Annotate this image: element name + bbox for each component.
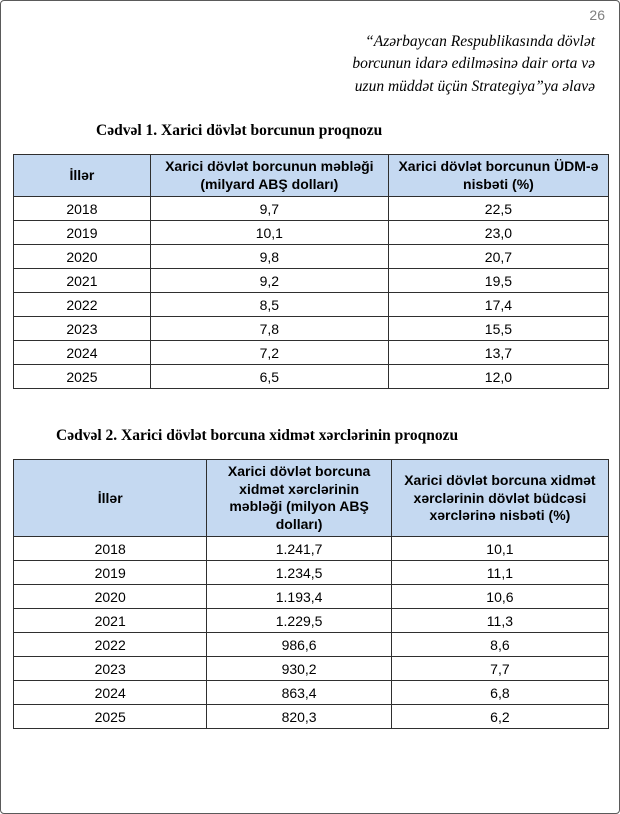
- table-cell: 1.234,5: [207, 561, 391, 585]
- table-cell: 23,0: [388, 221, 608, 245]
- table-row: [14, 197, 609, 221]
- table-cell: 10,1: [391, 537, 608, 561]
- table-header-row: [14, 460, 609, 537]
- table-cell: 7,8: [150, 317, 388, 341]
- table-cell: 2020: [14, 585, 207, 609]
- table-row: [14, 561, 609, 585]
- table-cell: 9,2: [150, 269, 388, 293]
- table-row: [14, 681, 609, 705]
- table-row: [14, 633, 609, 657]
- table-row: [14, 245, 609, 269]
- table-cell: 2018: [14, 537, 207, 561]
- table-row: [14, 537, 609, 561]
- table-cell: 11,3: [391, 609, 608, 633]
- table-cell: 20,7: [388, 245, 608, 269]
- table-row: [14, 585, 609, 609]
- table-cell: 2024: [14, 341, 151, 365]
- table-cell: 15,5: [388, 317, 608, 341]
- table-cell: 2024: [14, 681, 207, 705]
- annotation: [1, 31, 595, 98]
- table-cell: 820,3: [207, 705, 391, 729]
- table-cell: 13,7: [388, 341, 608, 365]
- table-cell: 2025: [14, 365, 151, 389]
- table-cell: 12,0: [388, 365, 608, 389]
- column-header: İllər: [14, 155, 151, 197]
- table-row: [14, 293, 609, 317]
- table-cell: 2018: [14, 197, 151, 221]
- table1-title: Cədvəl 1. Xarici dövlət borcunun proqnozu: [96, 122, 383, 140]
- table-cell: 22,5: [388, 197, 608, 221]
- annotation-line: uzun müddət üçün Strategiya”ya əlavə: [354, 77, 595, 95]
- column-header: Xarici dövlət borcuna xidmət xərclərinin məbləği (milyon ABŞ dolları): [207, 460, 391, 537]
- column-header: Xarici dövlət borcunun ÜDM-ə nisbəti (%): [388, 155, 608, 197]
- table-cell: 6,8: [391, 681, 608, 705]
- annotation-line: “Azərbaycan Respublikasında dövlət: [365, 33, 595, 50]
- annotation-line: borcunun idarə edilməsinə dair orta və: [352, 55, 595, 73]
- table-cell: 2025: [14, 705, 207, 729]
- table-cell: 7,7: [391, 657, 608, 681]
- table-cell: 8,5: [150, 293, 388, 317]
- column-header: İllər: [14, 460, 207, 537]
- table-row: [14, 221, 609, 245]
- table-row: [14, 705, 609, 729]
- table-cell: 2023: [14, 657, 207, 681]
- table-row: [14, 341, 609, 365]
- table1-external-debt-forecast: [13, 154, 609, 389]
- table-row: [14, 657, 609, 681]
- table-cell: 8,6: [391, 633, 608, 657]
- table2-title: Cədvəl 2. Xarici dövlət borcuna xidmət xərclərinin proqnozu: [56, 427, 459, 445]
- table-row: [14, 269, 609, 293]
- table-cell: 6,5: [150, 365, 388, 389]
- page-body: [1, 122, 619, 729]
- table-cell: 9,7: [150, 197, 388, 221]
- table-cell: 17,4: [388, 293, 608, 317]
- table-cell: 1.229,5: [207, 609, 391, 633]
- table-row: [14, 317, 609, 341]
- table-cell: 863,4: [207, 681, 391, 705]
- table-cell: 2019: [14, 561, 207, 585]
- table-header-row: [14, 155, 609, 197]
- table-cell: 9,8: [150, 245, 388, 269]
- table-cell: 1.193,4: [207, 585, 391, 609]
- table-cell: 10,6: [391, 585, 608, 609]
- column-header: Xarici dövlət borcuna xidmət xərclərinin dövlət büdcəsi xərclərinə nisbəti (%): [391, 460, 608, 537]
- table-cell: 2022: [14, 293, 151, 317]
- table-cell: 986,6: [207, 633, 391, 657]
- table-cell: 1.241,7: [207, 537, 391, 561]
- table-cell: 6,2: [391, 705, 608, 729]
- page-number: 26: [589, 7, 605, 23]
- table-cell: 19,5: [388, 269, 608, 293]
- table-cell: 2019: [14, 221, 151, 245]
- table-cell: 11,1: [391, 561, 608, 585]
- table-cell: 2023: [14, 317, 151, 341]
- column-header: Xarici dövlət borcunun məbləği (milyard ABŞ dolları): [150, 155, 388, 197]
- table-cell: 930,2: [207, 657, 391, 681]
- table-cell: 2022: [14, 633, 207, 657]
- table-cell: 10,1: [150, 221, 388, 245]
- table-cell: 2021: [14, 609, 207, 633]
- table-cell: 2021: [14, 269, 151, 293]
- table-cell: 2020: [14, 245, 151, 269]
- table-cell: 7,2: [150, 341, 388, 365]
- table-row: [14, 609, 609, 633]
- table-row: [14, 365, 609, 389]
- table2-debt-service-forecast: [13, 459, 609, 729]
